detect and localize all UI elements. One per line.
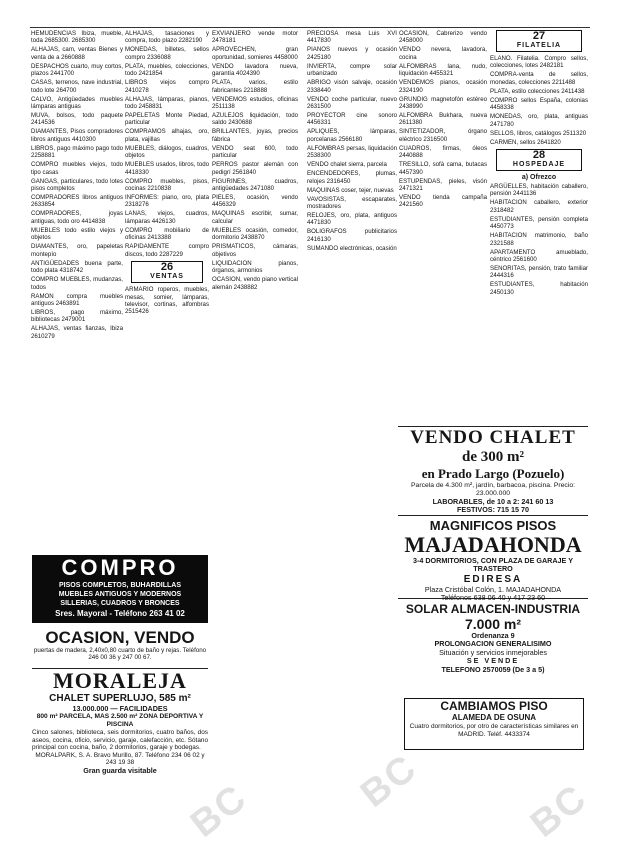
listing: EXVIANJERO vende motor 2478181: [212, 30, 298, 45]
listing: COMPRADORES libros antiguos 2633854: [31, 194, 123, 209]
listing: BOLIGRAFOS publicitarios 2416130: [307, 228, 397, 243]
ad-line: SILLERIAS, CUADROS Y BRONCES: [60, 600, 180, 607]
listing: ALHAJAS, cam, ventas Bienes y venta de a 2660888: [31, 46, 123, 61]
classified-column-4: [307, 30, 397, 842]
listing: DIAMANTES, oro, papeletas montepío: [31, 243, 123, 258]
listing: SELLOS, libros, catálogos 2511320: [490, 129, 587, 137]
listing: MONEDAS, billetes, sellos compro 2336088: [125, 46, 209, 61]
listing: PLATA, varios, estilo fabricantes 2218888: [212, 79, 298, 94]
listing: ALFOMBRAS lana, nudo, liquidación 4455321: [399, 62, 487, 78]
ad-supertitle: MAGNIFICOS PISOS: [429, 518, 557, 533]
listing: CARMEN, sellos 2641820: [490, 138, 561, 146]
ad-body: Cinco salones, biblioteca, seis dormitorios, cuatro baños, dos aseos, cocina, oficio, servicio, garaje, calefacción, etc. Sótano principal con cocina, baño, 2 dormitorios, garaje y bodegas.: [32, 729, 208, 752]
listing: ABRIGO visón salvaje, ocasión 2338440: [307, 79, 397, 94]
listing: COMPRO mobiliario de oficinas 2413388: [125, 226, 209, 242]
ad-phone: TELEFONO 2570059 (De 3 a 5): [441, 664, 545, 674]
listing: ALFOMBRA Bukhara, nueva 2611380: [399, 112, 487, 127]
ad-line: EDIRESA: [463, 573, 523, 585]
ad-moraleja: [32, 668, 208, 785]
classified-column-5: [399, 30, 487, 450]
listing: COMPRO muebles viejos, todo tipo casas: [31, 161, 123, 176]
listing: RELOJES, oro, plata, antiguos 4471830: [307, 212, 397, 227]
watermark: BC: [523, 776, 596, 846]
listing: MAQUINAS escribir, sumar, calcular: [212, 210, 298, 225]
ad-contact: MORALPARK, S. A. Bravo Murillo, 87. Teléfono 234 06 02 y 243 19 38: [35, 751, 205, 767]
ad-line: SE VENDE: [466, 656, 520, 666]
ad-line: Teléfonos 638 06 40 y 417 23 60: [440, 593, 546, 603]
listing: ENCENDEDORES, plumas, relojes 2316450: [307, 170, 397, 185]
listing: APLIQUES, lámparas, porcelanas 2566180: [307, 128, 397, 143]
ad-majadahonda: [398, 518, 588, 603]
listing: RAMON compra muebles antiguos 2463891: [31, 292, 123, 307]
listing: RAPIDAMENTE compro discos, todo 2287229: [125, 243, 209, 258]
listing: PERROS pastor alemán con pedigrí 2561840: [212, 161, 298, 176]
listing: INVIERTA, compre solar urbanizado: [307, 62, 397, 78]
listing: VENDEMOS pianos, ocasión 2324190: [399, 79, 487, 94]
listing: APARTAMENTO amueblado, céntrico 2561600: [490, 248, 588, 264]
listing: ESTUDIANTES, pensión completa 4450773: [490, 215, 588, 231]
listing: COMPRO muebles, pisos, cocinas 2210838: [125, 177, 209, 193]
ad-title: MORALEJA: [53, 668, 187, 693]
classified-column-2: [125, 30, 209, 550]
ad-line: Situación y servicios inmejorables: [439, 647, 547, 657]
listing: LIQUIDACION pianos, órganos, armonios: [212, 259, 298, 275]
ad-ocasion: [32, 628, 208, 664]
listing: DIAMANTES, Pisos compradores libros antiguos 4410300: [31, 128, 123, 143]
section-number: 27: [532, 30, 546, 42]
listing: INFORMES: piano, oro, plata 2318276: [125, 194, 209, 209]
listing: ALHAJAS, ventas fianzas, Ibiza 2610279: [31, 325, 123, 340]
listing: CUADROS, firmas, óleos 2440888: [399, 144, 487, 160]
ad-line: PROLONGACION GENERALISIMO: [434, 639, 552, 649]
listing: PLATA, estilo colecciones 2411438: [490, 87, 585, 95]
listing: PLATA, muebles, colecciones, todo 2421854: [125, 62, 209, 78]
listing: COMPRO sellos España, colonias 4458338: [490, 96, 588, 112]
listing: VENDO chalet sierra, parcela: [307, 161, 387, 169]
listing: LANAS, viejos, cuadros, lámparas 4426130: [125, 210, 209, 225]
listing: COMPRO MUEBLES, mudanzas, todos: [31, 276, 123, 291]
ad-phone: FESTIVOS: 715 15 70: [457, 505, 529, 515]
ad-footer: Sres. Mayoral - Teléfono 263 41 02: [55, 609, 185, 618]
ad-line: 3-4 DORMITORIOS, CON PLAZA DE GARAJE Y TRASTERO: [412, 556, 573, 574]
classified-column-3: [212, 30, 298, 842]
ad-solar: [398, 602, 588, 692]
ad-body: Parcela de 4.300 m², jardín, barbacoa, piscina. Precio: 23.000.000: [411, 482, 575, 497]
ad-size: de 300 m²: [462, 449, 524, 465]
ad-subtitle: CHALET SUPERLUJO, 585 m²: [49, 693, 191, 704]
ad-price: 13.000.000 — FACILIDADES: [72, 704, 168, 713]
listing: LIBROS viejos compro 2410278: [125, 79, 209, 94]
listing: MUVA, bolsos, todo paquete 2414536: [31, 112, 123, 127]
listing: PRISMATICOS, cámaras, objetivos: [212, 243, 298, 258]
ad-chalet: [398, 426, 588, 516]
listing: SUMANDO electrónicas, ocasión: [307, 244, 397, 252]
section-header-ventas: [131, 261, 203, 283]
listing: COMPRADORES, joyas antiguas, todo oro 4414838: [31, 210, 123, 225]
section-label: HOSPEDAJE: [512, 161, 566, 169]
listing: PAPELETAS Monte Piedad, particular: [125, 112, 209, 127]
classified-column-6: [490, 30, 588, 450]
listing: ESTUDIANTES, habitación 2450130: [490, 281, 588, 296]
listing: SINTETIZADOR, órgano eléctrico 2316500: [399, 128, 487, 143]
listing: SENORITAS, pensión, trato familiar 2444316: [490, 265, 588, 280]
listing: COMPRAMOS alhajas, oro, plata, vajillas: [125, 128, 209, 143]
listing: LIBROS, pago máximo, bibliotecas 2479001: [31, 308, 123, 324]
ad-phone: LABORABLES, de 10 a 2: 241 60 13: [432, 497, 554, 506]
listing: VAVOSISTAS, escaparates, mostradores: [307, 195, 397, 211]
listing: COMPRA-venta de sellos, monedas, colecciones 2211488: [490, 71, 588, 86]
listing: ALHAJAS, lámparas, pianos, todo 2458831: [125, 95, 209, 111]
ad-subtitle: ALAMEDA DE OSUNA: [451, 713, 537, 722]
ad-footer: Gran guarda visitable: [83, 765, 157, 775]
listing: VENDO seat 600, todo particular: [212, 144, 298, 160]
ad-cambiamos: [404, 698, 584, 750]
ad-title: OCASION, VENDO: [45, 628, 195, 647]
ad-title: CAMBIAMOS PISO: [440, 699, 548, 713]
listing: MUEBLES todo estilo viejos y objetos: [31, 226, 123, 242]
watermark: BC: [353, 746, 426, 816]
listing: VENDO lavadora nueva, garantía 4024390: [212, 62, 298, 78]
subsection-title: a) Ofrezco: [521, 174, 557, 182]
ad-line: PISOS COMPLETOS, BUHARDILLAS: [59, 582, 181, 589]
listing: PRECIOSA mesa Luis XVI 4417830: [307, 30, 397, 45]
listing: ARMARIO roperos, muebles, mesas, somier, lámparas, televisor, cortinas, alfombras 2515426: [125, 286, 209, 316]
listing: ARGÜELLES, habitación caballero, pensión 2441136: [490, 183, 588, 198]
listing: ALFOMBRAS persas, liquidación 2538300: [307, 144, 397, 160]
listing: LIBROS, pago máximo pago todo 2258881: [31, 144, 123, 160]
listing: VENDEMOS estudios, oficinas 2511138: [212, 95, 298, 111]
listing: HABITACION caballero, exterior 2318482: [490, 199, 588, 214]
listing: ALHAJAS, tasaciones y compra, todo plazo 2282190: [125, 30, 209, 45]
listing: VENDO coche particular, nuevo 2631500: [307, 95, 397, 111]
ad-lines: [32, 581, 208, 608]
ad-line: Plaza Cristóbal Colón, 1. MAJADAHONDA: [424, 584, 562, 594]
ad-title: VENDO CHALET: [410, 427, 576, 448]
listing: APROVECHEN, gran oportunidad, somieres 4458000: [212, 46, 298, 61]
listing: GRUNDIG magnetofón estéreo 2438990: [399, 95, 487, 111]
listing: HEMUDENCIAS Ibiza, mueble, toda 2685300. 2685300: [31, 30, 123, 45]
listing: FIGURINES, cuadros, antigüedades 2471080: [212, 177, 298, 193]
listing: OCASION, Cabrerizo vendo 2458000: [399, 30, 487, 45]
listing: AZULEJOS liquidación, todo saldo 2430688: [212, 112, 298, 127]
top-rule: [30, 27, 590, 28]
ad-line: MUEBLES ANTIGUOS Y MODERNOS: [58, 591, 182, 598]
listing: TRESILLO, sofá cama, butacas 4457390: [399, 161, 487, 176]
listing: CASAS, terrenos, nave industrial, todo lote 264700: [31, 79, 123, 94]
ad-size: 7.000 m²: [464, 616, 522, 632]
listing: MUEBLES ocasión, comedor, dormitorio 2438870: [212, 226, 298, 242]
classified-column-1: [31, 30, 123, 510]
listing: MUEBLES, diálogos, cuadros, objetos: [125, 144, 209, 160]
ad-title: MAJADAHONDA: [404, 532, 582, 557]
section-header-hospedaje: [496, 149, 582, 171]
section-header-filatelia: [496, 30, 582, 52]
listing: MAQUINAS coser, tejer, nuevas: [307, 186, 394, 194]
ad-line: 800 m² PARCELA, MAS 2.500 m² ZONA DEPORTIVA Y PISCINA: [36, 713, 204, 729]
section-number: 28: [532, 149, 546, 162]
listing: HABITACION matrimonio, baño 2321588: [490, 232, 588, 247]
ad-compro: [32, 555, 208, 623]
section-label: FILATELIA: [516, 42, 562, 49]
listing: MONEDAS, oro, plata, antiguas 2471780: [490, 113, 588, 128]
listing: BRILLANTES, joyas, precios fábrica: [212, 128, 298, 143]
ad-title: SOLAR ALMACEN-INDUSTRIA: [405, 602, 581, 616]
section-number: 26: [160, 261, 174, 274]
listing: VENDO nevera, lavadora, cocina: [399, 46, 487, 61]
ad-title: COMPRO: [61, 555, 179, 580]
listing: CALVO, Antigüedades muebles lámparas antiguas: [31, 95, 123, 111]
listing: ELANO. Filatelia. Compro sellos, colecciones, lotes 2482181: [490, 55, 588, 70]
listing: VENDO tienda campaña 2421560: [399, 194, 487, 209]
listing: OCASION, vendo piano vertical alemán 2438882: [212, 276, 298, 291]
ad-body: puertas de madera, 2,40x0,80 cuarto de baño y rejas. Teléfono 246 00 36 y 247 00 67.: [33, 647, 207, 662]
listing: ANTIGÜEDADES buena parte, todo plata 4318742: [31, 259, 123, 275]
listing: PROYECTOR cine sonoro 4456331: [307, 112, 397, 127]
listing: ESTUPENDAS, pieles, visón 2471321: [399, 177, 487, 193]
listing: DESPACHOS cuarto, muy cortos, plazos 2441700: [31, 62, 123, 78]
watermark: BC: [183, 776, 256, 846]
section-label: VENTAS: [150, 273, 184, 281]
ad-location: en Prado Largo (Pozuelo): [421, 466, 565, 481]
listing: MUEBLES usados, libros, todo 4418330: [125, 161, 209, 176]
listing: GANGAS, particulares, todo lotes pisos completos: [31, 177, 123, 193]
listing: PIANOS nuevos y ocasión 2425180: [307, 46, 397, 61]
ad-body: Cuatro dormitorios, por otro de características similares en MADRID. Teléf. 4433374: [409, 723, 579, 738]
listing: PIELES, ocasión, vendo 4456329: [212, 194, 298, 209]
ad-line: Ordenanza 9: [471, 631, 515, 640]
